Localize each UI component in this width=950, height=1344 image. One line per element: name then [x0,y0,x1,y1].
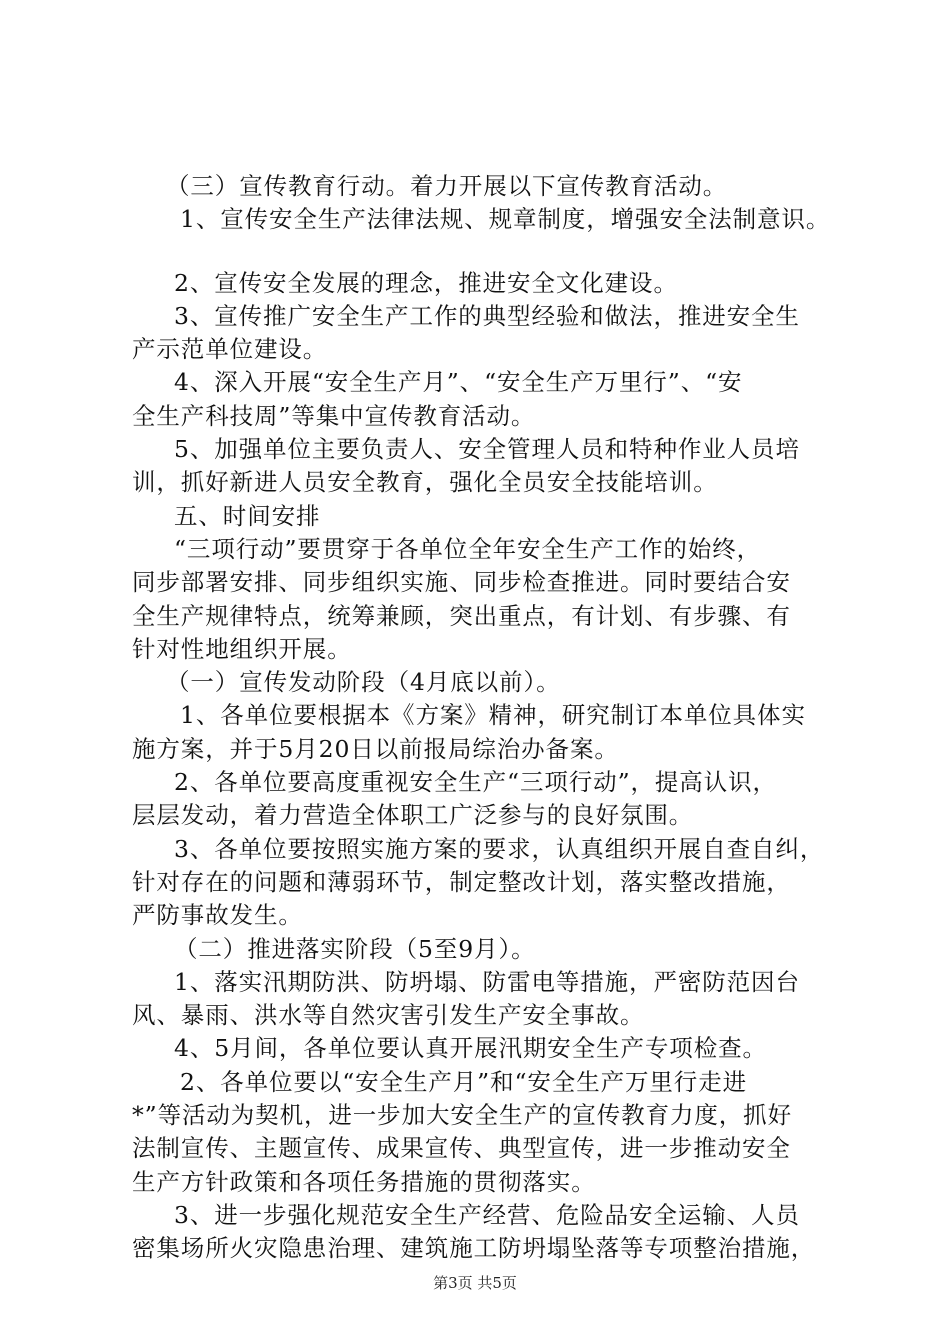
text-line: 2、各单位要以“安全生产月”和“安全生产万里行走进 [180,1067,747,1096]
text-line: 针对性地组织开展。 [132,634,352,663]
document-body [132,170,832,1266]
text-line: 3、宣传推广安全生产工作的典型经验和做法，推进安全生 [174,301,800,330]
text-line: 4、深入开展“安全生产月”、“安全生产万里行”、“安 [174,368,743,397]
text-line: （一）宣传发动阶段（4月底以前）。 [166,668,561,697]
text-line: 1、落实汛期防洪、防坍塌、防雷电等措施，严密防范因台 [174,967,800,996]
blank-line [132,237,832,267]
text-line: 3、进一步强化规范安全生产经营、危险品安全运输、人员 [174,1200,800,1229]
text-line: 法制宣传、主题宣传、成果宣传、典型宣传，进一步推动安全 [132,1134,791,1163]
text-line: 层层发动，着力营造全体职工广泛参与的良好氛围。 [132,801,694,830]
text-line: 全生产规律特点，统筹兼顾，突出重点，有计划、有步骤、有 [132,601,791,630]
text-line: 全生产科技周”等集中宣传教育活动。 [132,401,536,430]
text-line: 产示范单位建设。 [132,335,328,364]
text-line: 5、加强单位主要负责人、安全管理人员和特种作业人员培 [174,435,800,464]
text-line: 4、5月间，各单位要认真开展汛期安全生产专项检查。 [174,1034,767,1063]
text-line: 同步部署安排、同步组织实施、同步检查推进。同时要结合安 [132,568,791,597]
text-line: 3、各单位要按照实施方案的要求，认真组织开展自查自纠， [174,834,825,863]
text-line: 严防事故发生。 [132,901,303,930]
text-line: 五、时间安排 [174,501,321,530]
text-line: 2、宣传安全发展的理念，推进安全文化建设。 [174,268,678,297]
text-line: （三）宣传教育行动。着力开展以下宣传教育活动。 [166,172,728,200]
page-footer: 第3页 共5页 [433,1274,517,1292]
text-line: 2、各单位要高度重视安全生产“三项行动”，提高认识， [174,768,777,797]
text-line: （二）推进落实阶段（5至9月）。 [174,934,536,963]
text-line: 风、暴雨、洪水等自然灾害引发生产安全事故。 [132,1001,645,1030]
text-line: “三项行动”要贯穿于各单位全年安全生产工作的始终， [174,534,762,563]
text-line: 生产方针政策和各项任务措施的贯彻落实。 [132,1167,596,1196]
text-line: 1、各单位要根据本《方案》精神，研究制订本单位具体实 [180,701,806,730]
text-line: 施方案，并于5月20日以前报局综治办备案。 [132,734,619,763]
text-line: *”等活动为契机，进一步加大安全生产的宣传教育力度，抓好 [132,1101,792,1130]
text-line: 1、宣传安全生产法律法规、规章制度，增强安全法制意识。 [180,205,831,234]
text-line: 针对存在的问题和薄弱环节，制定整改计划，落实整改措施， [132,867,791,896]
text-line: 训，抓好新进人员安全教育，强化全员安全技能培训。 [132,468,718,497]
text-line: 密集场所火灾隐患治理、建筑施工防坍塌坠落等专项整治措施， [132,1234,816,1263]
